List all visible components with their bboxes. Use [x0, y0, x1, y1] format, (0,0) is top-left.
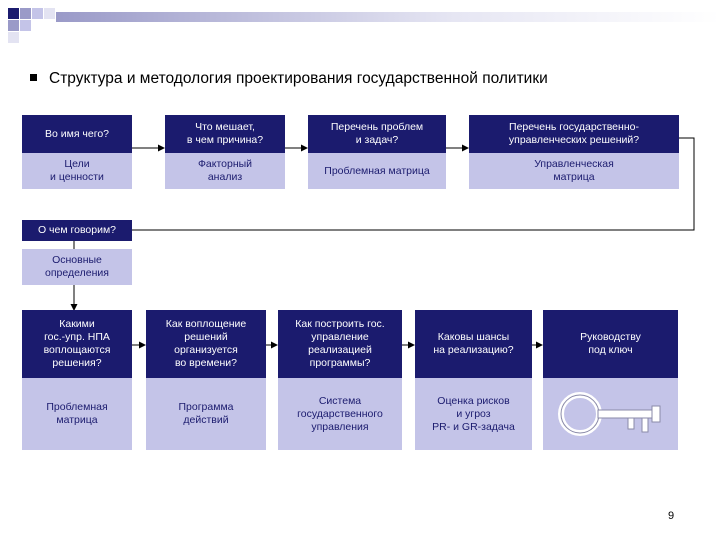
bottom-question-governance: Как построить гос. управление реализацией программы? — [278, 310, 402, 378]
bottom-answer-governance-system: Система государственного управления — [278, 378, 402, 450]
middle-question: О чем говорим? — [22, 220, 132, 241]
bottom-answer-risk-assessment: Оценка рисков и угроз PR- и GR-задача — [415, 378, 532, 450]
bottom-answer-key — [543, 378, 678, 450]
bottom-question-timing: Как воплощение решений организуется во времени? — [146, 310, 266, 378]
middle-definitions: Основные определения — [22, 249, 132, 285]
bottom-question-turnkey: Руководству под ключ — [543, 310, 678, 378]
top-question-problems: Перечень проблем и задач? — [308, 115, 446, 153]
top-answer-goals: Цели и ценности — [22, 153, 132, 189]
bottom-question-npa: Какими гос.-упр. НПА воплощаются решения? — [22, 310, 132, 378]
key-icon — [556, 386, 666, 442]
top-answer-problem-matrix: Проблемная матрица — [308, 153, 446, 189]
top-answer-management-matrix: Управленческая матрица — [469, 153, 679, 189]
bottom-answer-action-program: Программа действий — [146, 378, 266, 450]
top-question-goals: Во имя чего? — [22, 115, 132, 153]
page-number: 9 — [668, 510, 675, 522]
bottom-answer-problem-matrix: Проблемная матрица — [22, 378, 132, 450]
slide-title-text: Структура и методология проектирования государственной политики — [49, 70, 548, 87]
bottom-question-chances: Каковы шансы на реализацию? — [415, 310, 532, 378]
top-question-decisions: Перечень государственно- управленческих решений? — [469, 115, 679, 153]
top-answer-factor-analysis: Факторный анализ — [165, 153, 285, 189]
top-question-causes: Что мешает, в чем причина? — [165, 115, 285, 153]
